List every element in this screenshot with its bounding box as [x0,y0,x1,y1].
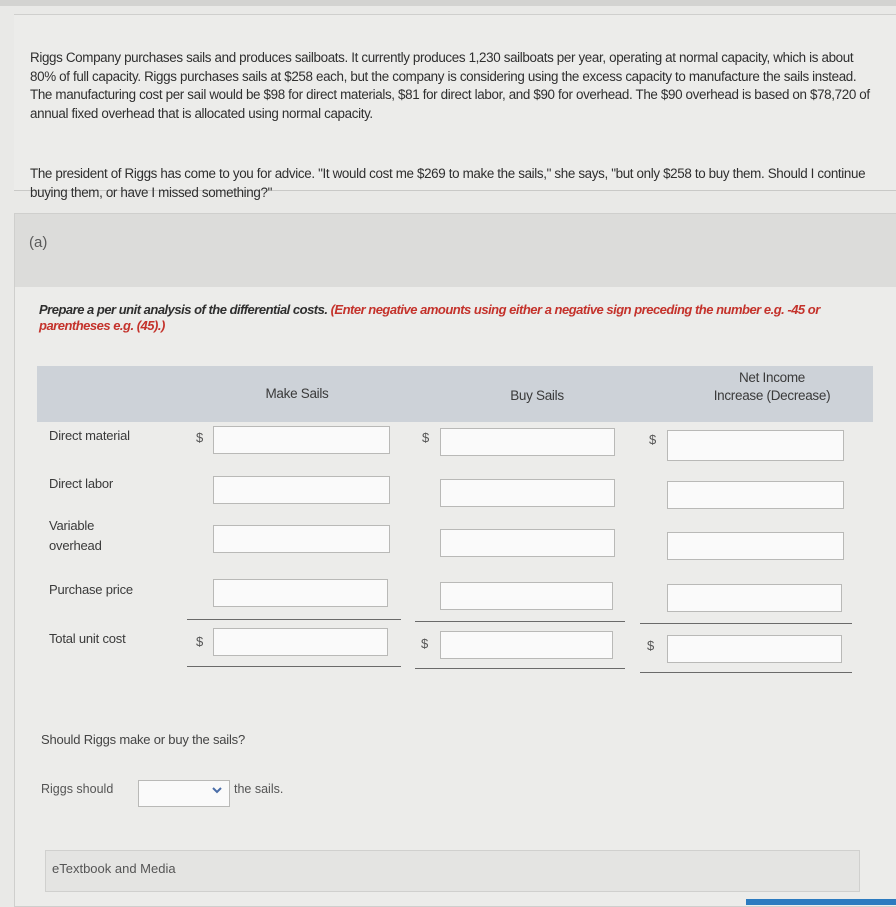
currency-symbol: $ [649,432,657,447]
currency-symbol: $ [647,638,655,653]
table-header [37,366,873,422]
buy-purchase-price-input[interactable] [440,582,613,610]
chevron-down-icon [211,784,223,799]
subtotal-rule [415,621,625,622]
column-header-make: Make Sails [265,386,329,401]
problem-statement [14,14,896,200]
buy-direct-material-input[interactable] [440,428,615,456]
submit-button-edge[interactable] [746,899,896,905]
buy-total-unit-cost-input[interactable] [440,631,613,659]
column-header-net-line1: Net Income [738,370,806,385]
subtotal-rule [187,619,401,620]
part-a-panel [14,213,896,907]
column-header-buy: Buy Sails [510,388,564,403]
total-rule [187,666,401,667]
buy-variable-overhead-input[interactable] [440,529,615,557]
make-or-buy-dropdown[interactable] [138,780,230,807]
problem-paragraph-2: The president of Riggs has come to you for advice. "It would cost me $269 to make the sails," she says, "but only $258 to buy them. Should I continue buying them, or have I missed something?" [30,166,866,200]
etextbook-label: eTextbook and Media [52,861,176,876]
decision-question: Should Riggs make or buy the sails? [41,732,246,747]
net-variable-overhead-input[interactable] [667,532,844,560]
row-label-direct-material: Direct material [49,428,130,443]
column-header-net-line2: Increase (Decrease) [713,388,831,403]
total-rule [640,672,852,673]
currency-symbol: $ [196,430,204,445]
row-label-variable-overhead [49,516,102,556]
problem-paragraph-1: Riggs Company purchases sails and produces sailboats. It currently produces 1,230 sailboats per year, operating at normal capacity, which is about 80% of full capacity. Riggs purchases sails at $258 each, but the company is considering using the excess capacity to manufacture the sails instead. The manufacturing cost per sail would be $98 for direct materials, $81 for direct labor, and $90 for overhead. The $90 overhead is based on $78,720 of annual fixed overhead that is allocated using normal capacity. [30,50,870,121]
subtotal-rule [640,623,852,624]
row-label-total-unit-cost: Total unit cost [49,631,126,646]
total-rule [415,668,625,669]
net-purchase-price-input[interactable] [667,584,842,612]
decision-suffix: the sails. [234,782,284,796]
currency-symbol: $ [422,430,430,445]
buy-direct-labor-input[interactable] [440,479,615,507]
decision-prefix: Riggs should [41,782,114,796]
row-label-purchase-price: Purchase price [49,582,133,597]
make-variable-overhead-input[interactable] [213,525,390,553]
currency-symbol: $ [421,636,429,651]
net-direct-material-input[interactable] [667,430,844,461]
part-header [15,214,896,287]
instructions [39,302,879,334]
instruction-note: (Enter negative amounts using either a negative sign preceding the number e.g. -45 or parentheses e.g. (45).) [39,302,820,333]
net-direct-labor-input[interactable] [667,481,844,509]
currency-symbol: $ [196,634,204,649]
net-total-unit-cost-input[interactable] [667,635,842,663]
row-label-direct-labor: Direct labor [49,476,114,491]
make-total-unit-cost-input[interactable] [213,628,388,656]
part-label: (a) [29,234,48,251]
make-purchase-price-input[interactable] [213,579,388,607]
make-direct-material-input[interactable] [213,426,390,454]
instruction-text: Prepare a per unit analysis of the differential costs. [39,302,331,317]
etextbook-media-link[interactable] [45,850,860,892]
row-label-variable: Variable [49,518,95,533]
make-direct-labor-input[interactable] [213,476,390,504]
top-divider [0,0,896,6]
row-label-overhead: overhead [49,538,102,553]
